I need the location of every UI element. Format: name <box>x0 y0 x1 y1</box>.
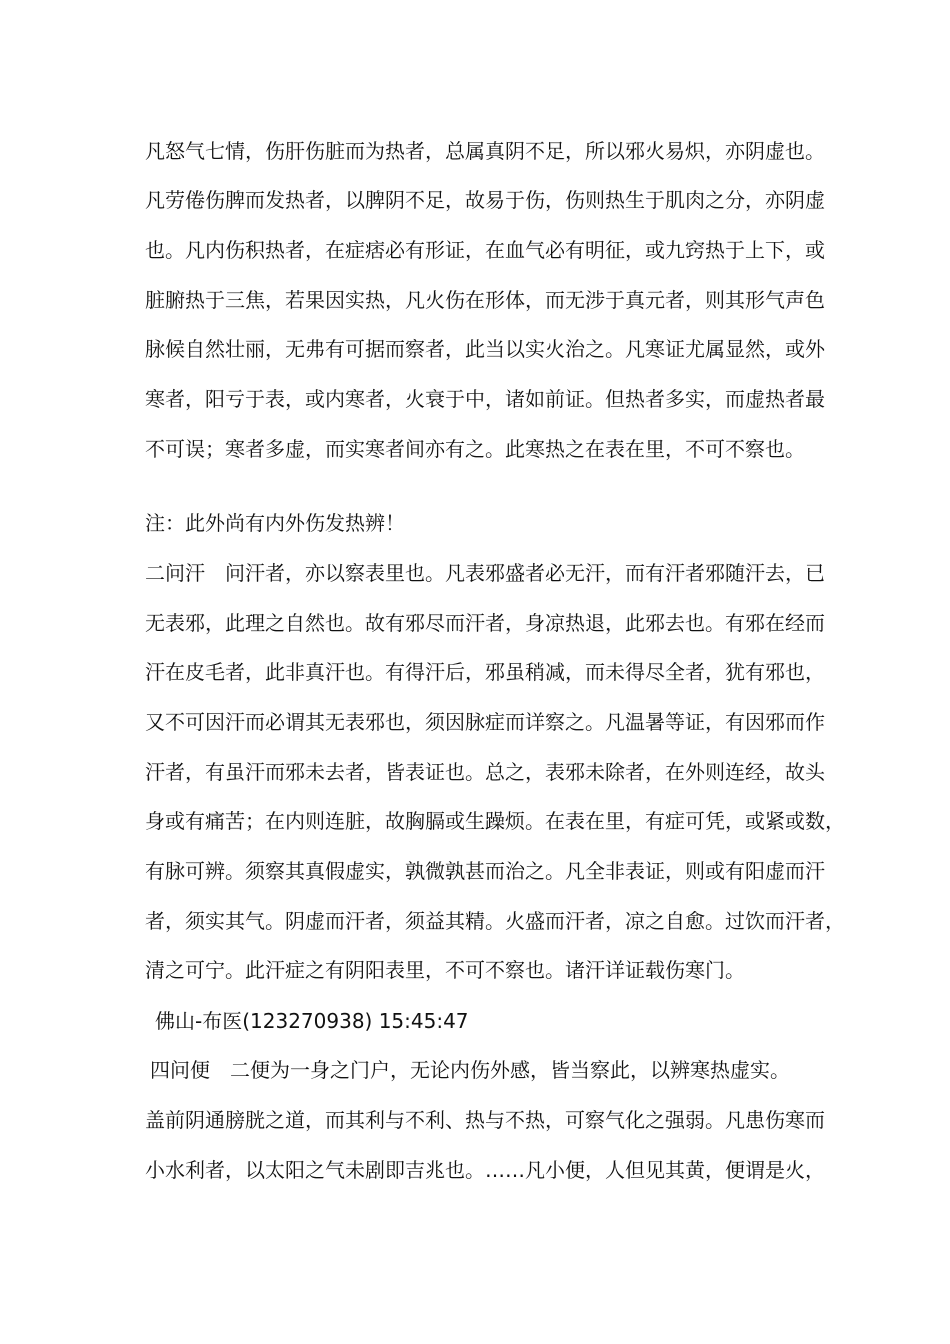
text-line: 汗在皮毛者，此非真汗也。有得汗后，邪虽稍减，而未得尽全者，犹有邪也， <box>145 660 825 684</box>
text-line: 脉候自然壮丽，无弗有可据而察者，此当以实火治之。凡寒证尤属显然，或外 <box>145 337 825 361</box>
text-line: 也。凡内伤积热者，在症痞必有形证，在血气必有明征，或九窍热于上下，或 <box>145 238 825 262</box>
text-line: 小水利者，以太阳之气未剧即吉兆也。……凡小便，人但见其黄，便谓是火， <box>145 1158 825 1182</box>
text-line: 盖前阴通膀胱之道，而其利与不利、热与不热，可察气化之强弱。凡患伤寒而 <box>145 1108 825 1132</box>
chat-sender-timestamp: 佛山-布医(123270938) 15:45:47 <box>155 1009 469 1033</box>
text-line: 凡劳倦伤脾而发热者，以脾阴不足，故易于伤，伤则热生于肌肉之分，亦阴虚 <box>145 188 825 212</box>
text-line: 者，须实其气。阴虚而汗者，须益其精。火盛而汗者，凉之自愈。过饮而汗者， <box>145 909 845 933</box>
text-line: 寒者，阳亏于表，或内寒者，火衰于中，诸如前证。但热者多实，而虚热者最 <box>145 387 825 411</box>
text-line: 又不可因汗而必谓其无表邪也，须因脉症而详察之。凡温暑等证，有因邪而作 <box>145 710 825 734</box>
text-line: 汗者，有虽汗而邪未去者，皆表证也。总之，表邪未除者，在外则连经，故头 <box>145 760 825 784</box>
section-heading-line: 二问汗 问汗者，亦以察表里也。凡表邪盛者必无汗，而有汗者邪随汗去，已 <box>145 561 825 585</box>
section-heading-line: 四问便 二便为一身之门户，无论内伤外感，皆当察此，以辨寒热虚实。 <box>150 1058 790 1082</box>
text-line: 身或有痛苦；在内则连脏，故胸膈或生躁烦。在表在里，有症可凭，或紧或数， <box>145 809 845 833</box>
text-line: 凡怒气七情，伤肝伤脏而为热者，总属真阴不足，所以邪火易炽，亦阴虚也。 <box>145 139 825 163</box>
text-line: 不可误；寒者多虚，而实寒者间亦有之。此寒热之在表在里，不可不察也。 <box>145 437 805 461</box>
text-line: 脏腑热于三焦，若果因实热，凡火伤在形体，而无涉于真元者，则其形气声色 <box>145 288 825 312</box>
text-line: 无表邪，此理之自然也。故有邪尽而汗者，身凉热退，此邪去也。有邪在经而 <box>145 611 825 635</box>
text-line: 清之可宁。此汗症之有阴阳表里，不可不察也。诸汗详证载伤寒门。 <box>145 958 745 982</box>
note-line: 注：此外尚有内外伤发热辨！ <box>145 511 405 535</box>
text-line: 有脉可辨。须察其真假虚实，孰微孰甚而治之。凡全非表证，则或有阳虚而汗 <box>145 859 825 883</box>
